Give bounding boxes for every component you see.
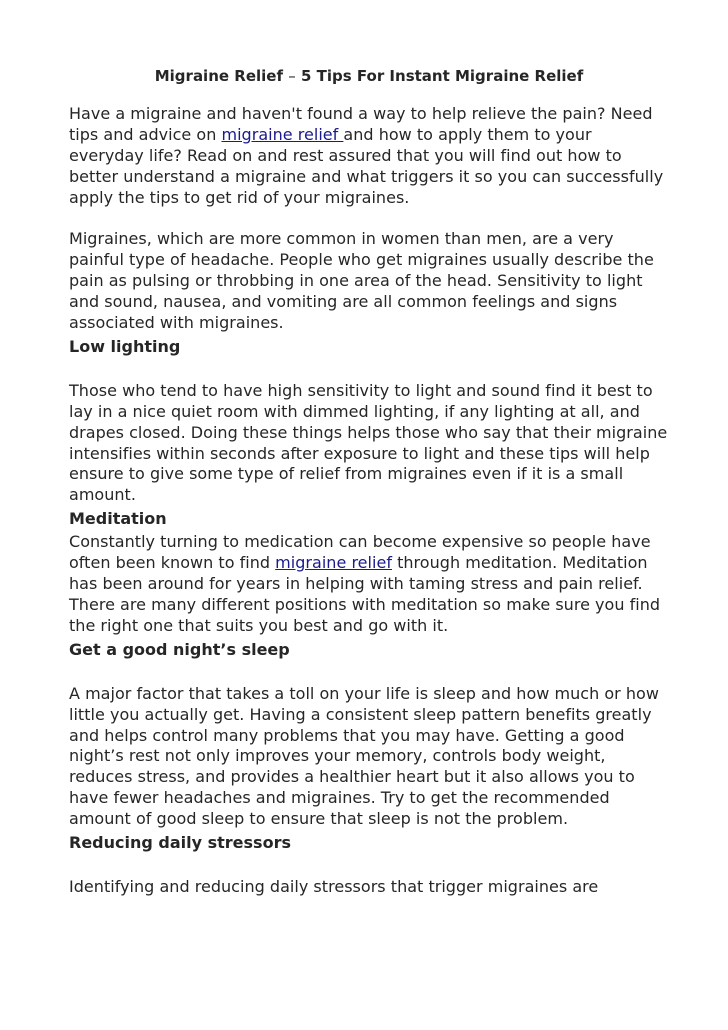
document-title [69, 64, 669, 88]
heading-low-lighting: Low lighting [69, 336, 181, 356]
intro-paragraph-2: Migraines, which are more common in women than men, are a very painful type of headache. People who get migraines usually describe the pain as pulsing or throbbing in one area of the head. Sensitivity to light and sound, nausea, and vomiting are all common feelings and signs associated with migraines. [69, 229, 654, 333]
intro-text-after-link: and how to apply them to your everyday life? Read on and rest assured that you will find out how to better understand a migraine and what triggers it so you can successfully apply the tips to get rid of your migraines. [69, 124, 664, 207]
title-dash: – [288, 67, 296, 85]
heading-meditation: Meditation [69, 509, 167, 529]
intro-text-before-link: Have a migraine and haven't found a way to help relieve the pain? Need tips and advice on [69, 104, 653, 144]
stressors-paragraph: Identifying and reducing daily stressors that trigger migraines are [69, 876, 599, 896]
low-lighting-paragraph: Those who tend to have high sensitivity to light and sound find it best to lay in a nice quiet room with dimmed lighting, if any lighting at all, and drapes closed. Doing these things helps those who say that their migraine intensifies within seconds after exposure to light and these tips will help ensure to give some type of relief from migraines even if it is a small amount. [69, 380, 668, 505]
meditation-text-before-link: Constantly turning to medication can become expensive so people have often been known to find [69, 532, 651, 573]
sleep-paragraph: A major factor that takes a toll on your life is sleep and how much or how little you actually get. Having a consistent sleep pattern benefits greatly and helps control many problems that you may have. Getting a good night’s rest not only improves your memory, controls body weight, reduces stress, and provides a healthier heart but it also allows you to have fewer headaches and migraines. Try to get the recommended amount of good sleep to ensure that sleep is not the problem. [69, 683, 659, 829]
heading-stressors: Reducing daily stressors [69, 833, 291, 853]
paragraph-gap [69, 209, 669, 230]
migraine-relief-link-2[interactable]: migraine relief [275, 553, 392, 573]
meditation-paragraph [69, 532, 669, 637]
document-page [69, 64, 669, 898]
heading-sleep: Get a good night’s sleep [69, 639, 290, 659]
paragraph-gap [69, 856, 669, 877]
paragraph-gap [69, 663, 669, 684]
paragraph-gap [69, 360, 669, 381]
title-main: Migraine Relief [154, 67, 283, 85]
migraine-relief-link-1[interactable]: migraine relief [221, 124, 344, 144]
intro-paragraph-1 [69, 104, 669, 209]
meditation-text-after-link: through meditation. Meditation has been around for years in helping with taming stress and pain relief. There are many different positions with meditation so make sure you find the right one that suits you best and go with it. [69, 553, 661, 635]
title-sub: 5 Tips For Instant Migraine Relief [300, 67, 584, 85]
